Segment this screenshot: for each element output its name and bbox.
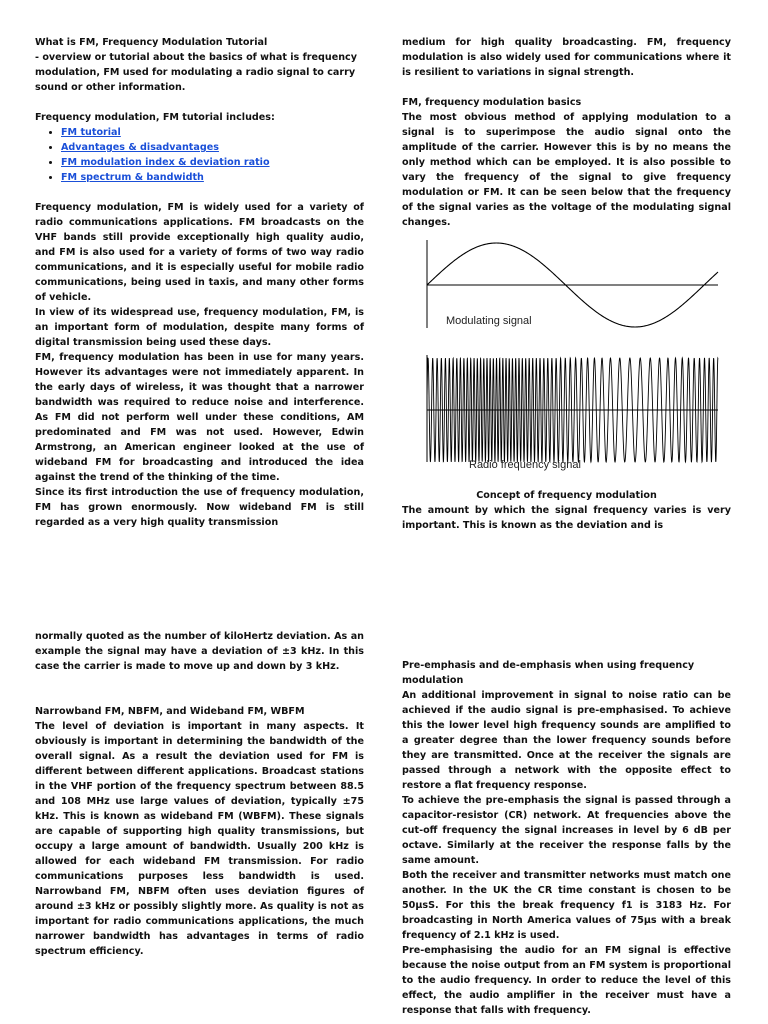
link-fm-tutorial[interactable]: FM tutorial [61,127,121,138]
list-item [61,170,364,185]
link-advantages[interactable]: Advantages & disadvantages [61,142,219,153]
rf-signal-plot [427,355,718,462]
paragraph: normally quoted as the number of kiloHertz deviation. As an example the signal may have a deviation of ±3 kHz. In this case the carrier is made to move up and down by 3 kHz. [35,631,364,672]
paragraph: The most obvious method of applying modulation to a signal is to superimpose the audio signal onto the amplitude of the carrier. However this is by no means the only method which can be employed. It is also possible to vary the frequency of the signal to give frequency modulation or FM. It can be seen below that the frequency of the signal varies as the voltage of the modulating signal changes. [402,112,731,228]
paragraph: medium for high quality broadcasting. FM, frequency modulation is also widely used for communications where it is resilient to variations in signal strength. [402,37,731,78]
figure-caption: Concept of frequency modulation [476,490,657,501]
link-spectrum-bandwidth[interactable]: FM spectrum & bandwidth [61,172,204,183]
tutorial-link-list [35,125,364,185]
section-heading: FM, frequency modulation basics [402,97,582,108]
page1-right-column [402,35,731,533]
section-heading: Pre-emphasis and de-emphasis when using frequency modulation [402,660,695,686]
link-modulation-index[interactable]: FM modulation index & deviation ratio [61,157,270,168]
paragraph: Since its first introduction the use of frequency modulation, FM has grown enormously. Now wideband FM is still regarded as a very high quality transmission [35,487,364,528]
paragraph: Both the receiver and transmitter networks must match one another. In the UK the CR time constant is chosen to be 50µsS. For this the break frequency f1 is 3183 Hz. For broadcasting in North America values of 75µs with a break frequency of 2.1 kHz is used. [402,870,731,941]
paragraph: The amount by which the signal frequency varies is very important. This is known as the deviation and is [402,505,731,531]
fm-diagram [402,230,731,488]
paragraph: FM, frequency modulation has been in use for many years. However its advantages were not immediately apparent. In the early days of wireless, it was thought that a narrower bandwidth was required to reduce noise and interference. As FM did not perform well under these conditions, AM predominated and FM was not used. However, Edwin Armstrong, an American engineer looked at the use of wideband FM for broadcasting and introduced the idea against the trend of the thinking of the time. [35,352,364,483]
paragraph: An additional improvement in signal to noise ratio can be achieved if the audio signal is pre-emphasised. To achieve this the lower level high frequency sounds are amplified to a greater degree than the lower frequency sounds before they are transmitted. Once at the receiver the signals are passed through a network with the opposite effect to restore a flat frequency response. [402,690,731,791]
paragraph: Frequency modulation, FM is widely used for a variety of radio communications applications. FM broadcasts on the VHF bands still provide exceptionally high quality audio, and FM is also used for a variety of forms of two way radio communications, and it is especially useful for mobile radio communications, being used in taxis, and many other forms of vehicle. [35,202,364,303]
rf-signal-label: Radio frequency signal [469,459,581,471]
section-heading: Narrowband FM, NBFM, and Wideband FM, WBFM [35,706,305,717]
page2-right-column [402,658,731,1018]
includes-heading: Frequency modulation, FM tutorial includes: [35,112,275,123]
article-title: What is FM, Frequency Modulation Tutorial [35,37,268,48]
article-description: - overview or tutorial about the basics of what is frequency modulation, FM used for modulating a radio signal to carry sound or other information. [35,52,357,93]
fm-concept-figure [402,230,731,488]
paragraph: To achieve the pre-emphasis the signal is passed through a capacitor-resistor (CR) network. At frequencies above the cut-off frequency the signal increases in level by 6 dB per octave. Similarly at the receiver the response falls by the same amount. [402,795,731,866]
list-item [61,155,364,170]
paragraph: Pre-emphasising the audio for an FM signal is effective because the noise output from an FM system is proportional to the audio frequency. In order to reduce the level of this effect, the audio amplifier in the receiver must have a response that falls with frequency. [402,945,731,1016]
page1-left-column [35,35,364,530]
list-item [61,140,364,155]
page2-left-column [35,629,364,959]
list-item [61,125,364,140]
paragraph: The level of deviation is important in many aspects. It obviously is important in determining the bandwidth of the overall signal. As a result the deviation used for FM is different between different applications. Broadcast stations in the VHF portion of the frequency spectrum between 88.5 and 108 MHz use large values of deviation, typically ±75 kHz. This is known as wideband FM (WBFM). These signals are capable of supporting high quality transmissions, but occupy a large amount of bandwidth. Usually 200 kHz is allowed for each wideband FM transmission. For radio communications purposes less bandwidth is used. Narrowband FM, NBFM often uses deviation figures of around ±3 kHz or possibly slightly more. As quality is not as important for radio communications applications, the much narrower bandwidth has advantages in terms of radio spectrum efficiency. [35,721,364,957]
paragraph: In view of its widespread use, frequency modulation, FM, is an important form of modulation, despite many forms of digital transmission being used these days. [35,307,364,348]
modulating-signal-label: Modulating signal [446,315,532,327]
